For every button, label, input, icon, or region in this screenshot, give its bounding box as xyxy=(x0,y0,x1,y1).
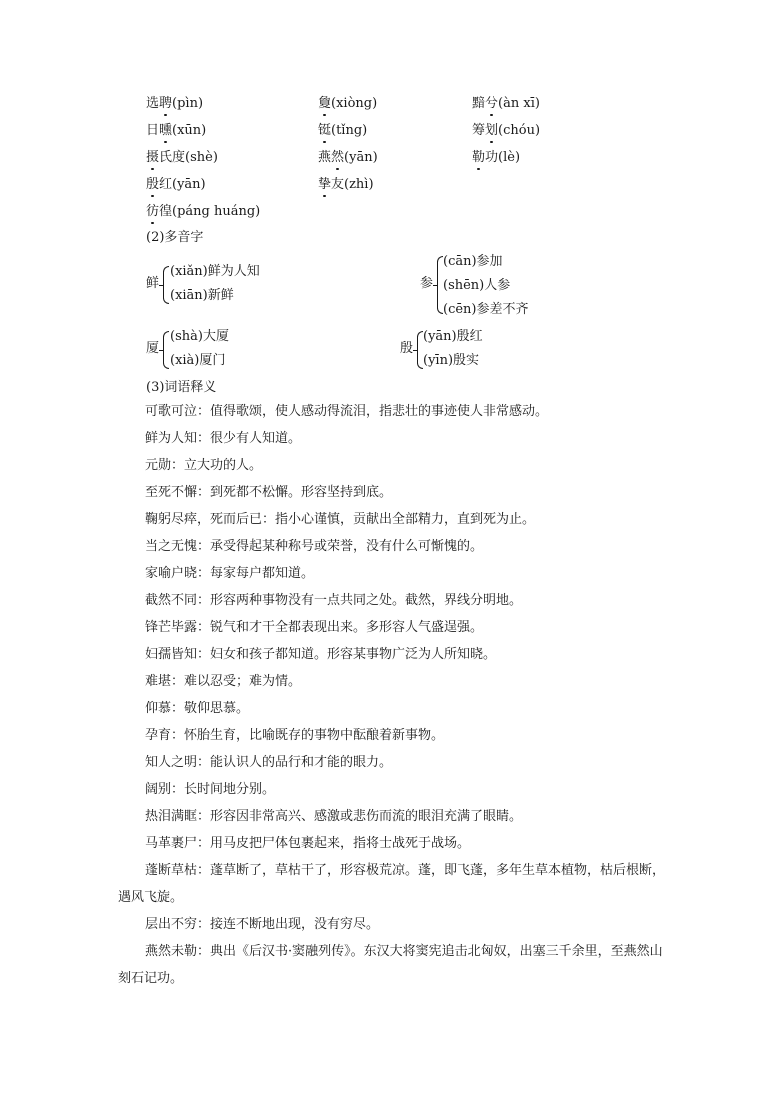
glossary-entry: 鲜为人知：很少有人知道。 xyxy=(145,431,302,446)
glossary-entry: 当之无愧：承受得起某种称号或荣誉，没有什么可惭愧的。 xyxy=(145,539,484,554)
polyphone-reading: (xiān)新鲜 xyxy=(170,288,234,303)
polyphone-char: 鲜 xyxy=(146,276,160,291)
brace xyxy=(163,266,169,304)
glossary-entry: 元勋：立大功的人。 xyxy=(145,458,263,473)
pinyin-item: 燕然(yān) xyxy=(318,150,378,165)
pinyin-item: 摄氏度(shè) xyxy=(146,150,218,165)
glossary-entry: 燕然未勒：典出《后汉书·窦融列传》。东汉大将窦宪追击北匈奴，出塞三千余里，至燕然山刻石记功。 xyxy=(118,944,663,986)
polyphone-reading: (cēn)参差不齐 xyxy=(443,302,529,317)
polyphone-char: 厦 xyxy=(146,341,160,356)
pinyin-item: 殷红(yān) xyxy=(146,177,206,192)
polyphone-char: 参 xyxy=(420,276,434,291)
glossary-entry: 至死不懈：到死都不松懈。形容坚持到底。 xyxy=(145,485,393,500)
pinyin-item: 铤(tǐng) xyxy=(318,123,368,138)
glossary-entry: 难堪：难以忍受；难为情。 xyxy=(145,674,302,689)
glossary-entry: 截然不同：形容两种事物没有一点共同之处。截然，界线分明地。 xyxy=(145,593,523,608)
pinyin-item: 筹划(chóu) xyxy=(472,123,541,138)
pinyin-item: 选聘(pìn) xyxy=(146,96,204,111)
pinyin-item: 日曛(xūn) xyxy=(146,123,207,138)
polyphone-char: 殷 xyxy=(400,341,414,356)
polyphone-reading: (xià)厦门 xyxy=(170,353,226,368)
polyphone-reading: (yīn)殷实 xyxy=(423,353,480,368)
glossary-entry: 可歌可泣：值得歌颂，使人感动得流泪，指悲壮的事迹使人非常感动。 xyxy=(145,404,549,419)
glossary-entry: 层出不穷：接连不断地出现，没有穷尽。 xyxy=(145,917,380,932)
glossary-entry: 知人之明：能认识人的品行和才能的眼力。 xyxy=(145,755,393,770)
polyphone-reading: (xiǎn)鲜为人知 xyxy=(170,264,260,279)
pinyin-item: 敻(xiòng) xyxy=(318,96,378,111)
section-heading-glossary: (3)词语释义 xyxy=(146,380,217,395)
glossary-entry: 孕育：怀胎生育，比喻既存的事物中酝酿着新事物。 xyxy=(145,728,445,743)
section-heading-polyphones: (2)多音字 xyxy=(146,230,204,245)
glossary-entry: 马革裹尸：用马皮把尸体包裹起来，指将士战死于战场。 xyxy=(145,836,471,851)
pinyin-item: 彷徨(páng huáng) xyxy=(146,204,261,219)
polyphone-reading: (shēn)人参 xyxy=(443,278,511,293)
pinyin-item: 黯兮(àn xī) xyxy=(472,96,540,111)
pinyin-item: 勒功(lè) xyxy=(472,150,521,165)
brace xyxy=(163,331,169,369)
polyphone-reading: (shà)大厦 xyxy=(170,329,229,344)
pinyin-item: 挚友(zhì) xyxy=(318,177,374,192)
glossary-entry: 鞠躬尽瘁，死而后已：指小心谨慎，贡献出全部精力，直到死为止。 xyxy=(145,512,536,527)
glossary-entry: 妇孺皆知：妇女和孩子都知道。形容某事物广泛为人所知晓。 xyxy=(145,647,497,662)
polyphone-reading: (yān)殷红 xyxy=(423,329,483,344)
glossary-entry: 家喻户晓：每家每户都知道。 xyxy=(145,566,315,581)
glossary-entry: 阔别：长时间地分别。 xyxy=(145,782,276,797)
glossary-entry: 蓬断草枯：蓬草断了，草枯干了，形容极荒凉。蓬，即飞蓬，多年生草本植物，枯后根断，遇风飞旋。 xyxy=(118,863,666,905)
glossary-entry: 仰慕：敬仰思慕。 xyxy=(145,701,250,716)
glossary-entry: 热泪满眶：形容因非常高兴、感激或悲伤而流的眼泪充满了眼睛。 xyxy=(145,809,523,824)
polyphone-reading: (cān)参加 xyxy=(443,254,503,269)
glossary-entry: 锋芒毕露：锐气和才干全都表现出来。多形容人气盛逞强。 xyxy=(145,620,484,635)
